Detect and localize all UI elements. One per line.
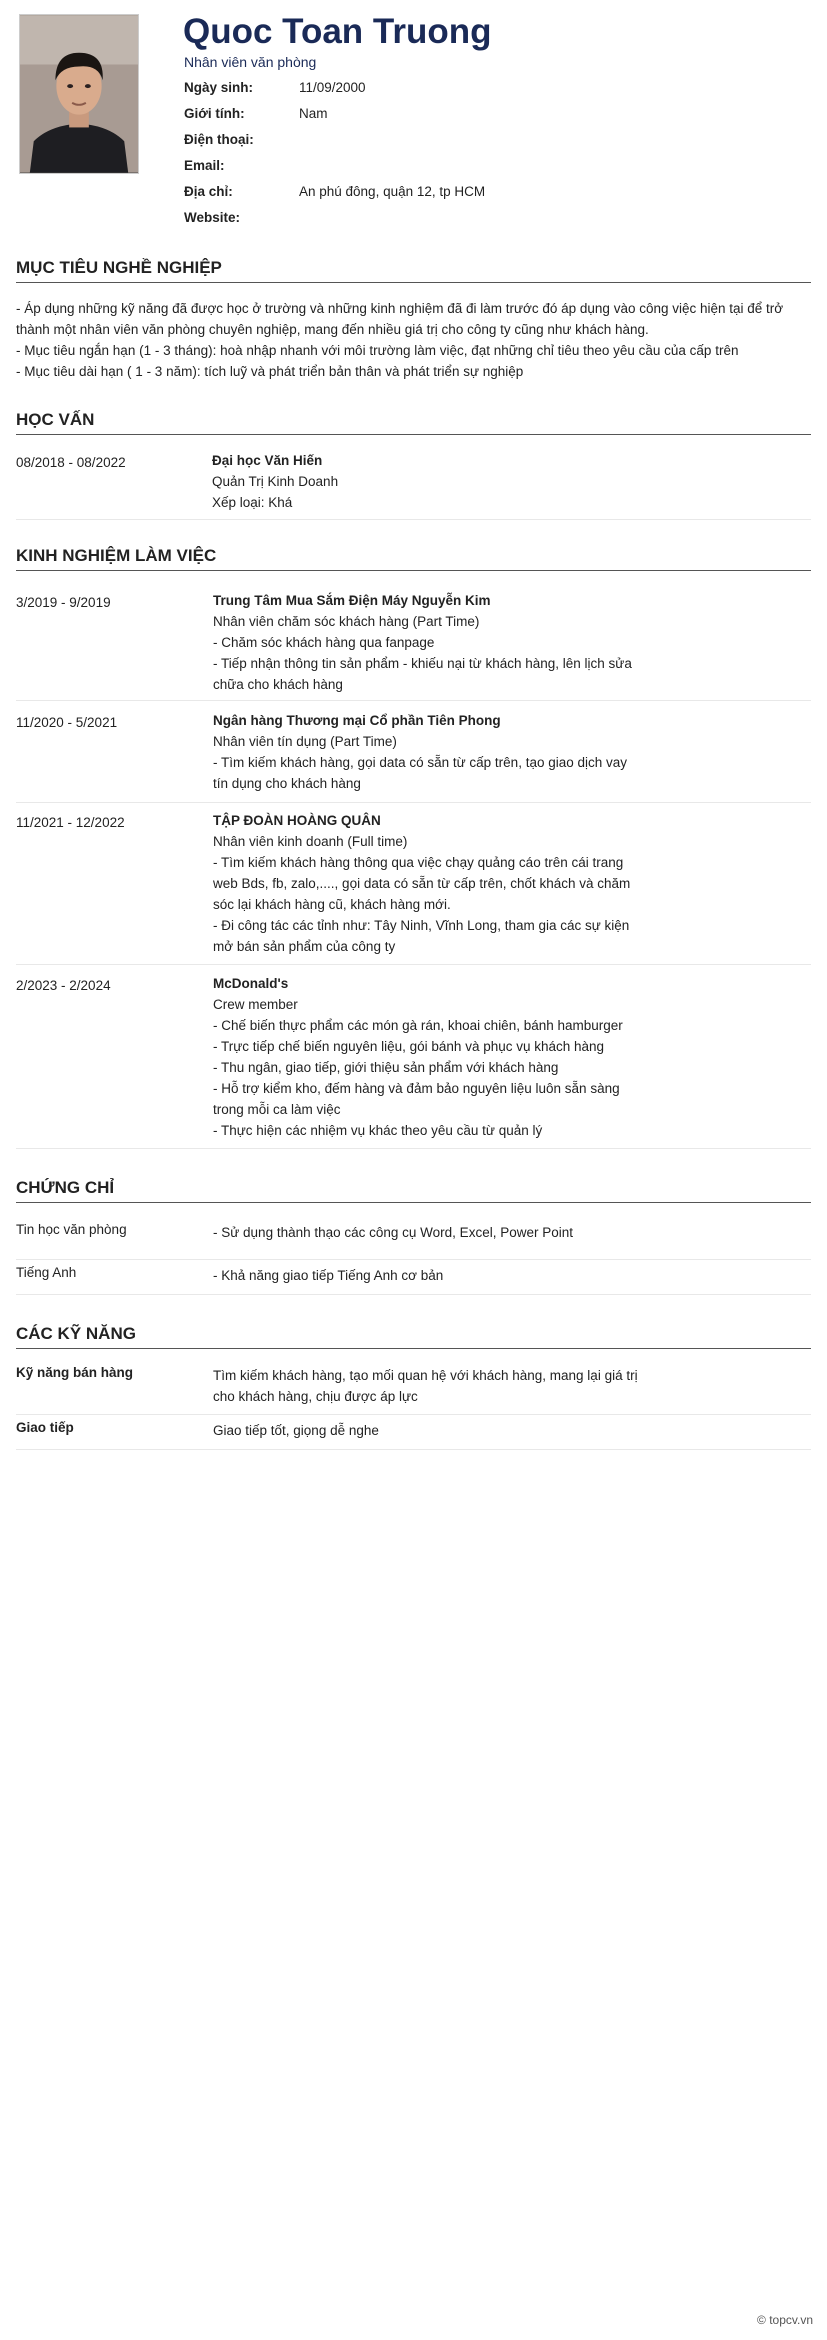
info-label: Email:	[184, 157, 225, 173]
objective-line: - Mục tiêu ngắn hạn (1 - 3 tháng): hoà nhập nhanh với môi trường làm việc, đạt những chỉ tiêu theo yêu cầu của cấp trên	[16, 343, 739, 358]
entry-date: 2/2023 - 2/2024	[16, 978, 111, 993]
experience-entry	[16, 710, 811, 803]
entry-line: - Chế biến thực phẩm các món gà rán, khoai chiên, bánh hamburger	[213, 1018, 623, 1033]
profile-photo	[19, 14, 139, 174]
entry-body	[213, 590, 653, 695]
entry-line: sóc lại khách hàng cũ, khách hàng mới.	[213, 897, 451, 912]
info-label: Địa chỉ:	[184, 183, 233, 199]
skill-line: cho khách hàng, chịu được áp lực	[213, 1389, 418, 1404]
entry-body	[213, 973, 653, 1141]
company-name: McDonald's	[213, 976, 289, 991]
skill-line: Giao tiếp tốt, giọng dễ nghe	[213, 1423, 379, 1438]
section-title-education: HỌC VẤN	[16, 410, 811, 435]
info-row-email	[184, 152, 485, 178]
education-entry	[16, 450, 811, 520]
info-row-address	[184, 178, 485, 204]
entry-line: Crew member	[213, 997, 298, 1012]
company-name: TẬP ĐOÀN HOÀNG QUÂN	[213, 813, 381, 828]
entry-body	[213, 810, 653, 957]
entry-line: tín dụng cho khách hàng	[213, 776, 361, 791]
info-row-phone	[184, 126, 485, 152]
personal-info	[184, 74, 485, 230]
entry-line: - Tìm kiếm khách hàng, gọi data có sẵn từ cấp trên, tạo giao dịch vay	[213, 755, 628, 770]
experience-entry	[16, 590, 811, 701]
skill-desc	[213, 1365, 653, 1407]
skill-name: Kỹ năng bán hàng	[16, 1365, 134, 1380]
entry-line: Xếp loại: Khá	[212, 495, 293, 510]
portrait-photo-icon	[20, 15, 138, 173]
skill-entry	[16, 1365, 811, 1415]
company-name: Ngân hàng Thương mại Cổ phần Tiên Phong	[213, 713, 501, 728]
entry-line: web Bds, fb, zalo,...., gọi data có sẵn từ cấp trên, chốt khách và chăm	[213, 876, 631, 891]
certificate-desc: - Khả năng giao tiếp Tiếng Anh cơ bản	[213, 1268, 444, 1283]
info-value: Nam	[299, 105, 328, 121]
info-value: An phú đông, quận 12, tp HCM	[299, 183, 486, 199]
entry-line: - Đi công tác các tỉnh như: Tây Ninh, Vĩnh Long, tham gia các sự kiện	[213, 918, 630, 933]
info-label: Giới tính:	[184, 105, 245, 121]
objective-text	[16, 298, 816, 382]
company-name: Trung Tâm Mua Sắm Điện Máy Nguyễn Kim	[213, 593, 491, 608]
certificate-name: Tin học văn phòng	[16, 1222, 127, 1237]
entry-body	[213, 710, 653, 794]
school-name: Đại học Văn Hiến	[212, 453, 323, 468]
info-row-gender	[184, 100, 485, 126]
candidate-name: Quoc Toan Truong	[183, 12, 492, 51]
entry-date: 11/2021 - 12/2022	[16, 815, 125, 830]
objective-line: thành một nhân viên văn phòng chuyên nghiệp, mang đến nhiều giá trị cho công ty cũng như khách hàng.	[16, 322, 649, 337]
section-title-skills: CÁC KỸ NĂNG	[16, 1324, 811, 1349]
section-title-certificates: CHỨNG CHỈ	[16, 1178, 811, 1203]
experience-entry	[16, 810, 811, 965]
skill-line: Tìm kiếm khách hàng, tạo mối quan hệ với khách hàng, mang lại giá trị	[213, 1368, 638, 1383]
skill-desc	[213, 1420, 653, 1441]
entry-date: 08/2018 - 08/2022	[16, 455, 126, 470]
cv-header	[19, 14, 809, 234]
objective-line: - Áp dụng những kỹ năng đã được học ở trường và những kinh nghiệm đã đi làm trước đó áp dụng vào công việc hiện tại để trở	[16, 301, 784, 316]
certificate-entry	[16, 1222, 811, 1260]
info-label: Website:	[184, 209, 241, 225]
entry-line: - Thực hiện các nhiệm vụ khác theo yêu cầu từ quản lý	[213, 1123, 543, 1138]
entry-line: Nhân viên kinh doanh (Full time)	[213, 834, 408, 849]
entry-line: - Trực tiếp chế biến nguyên liệu, gói bánh và phục vụ khách hàng	[213, 1039, 605, 1054]
info-row-birthdate	[184, 74, 485, 100]
entry-line: Quản Trị Kinh Doanh	[212, 474, 339, 489]
skill-name: Giao tiếp	[16, 1420, 74, 1435]
entry-date: 3/2019 - 9/2019	[16, 595, 111, 610]
certificate-desc: - Sử dụng thành thạo các công cụ Word, Excel, Power Point	[213, 1225, 573, 1240]
section-title-objective: MỤC TIÊU NGHỀ NGHIỆP	[16, 258, 811, 283]
info-row-website	[184, 204, 485, 230]
section-title-experience: KINH NGHIỆM LÀM VIỆC	[16, 546, 811, 571]
info-label: Điện thoại:	[184, 131, 254, 147]
entry-line: Nhân viên tín dụng (Part Time)	[213, 734, 397, 749]
entry-line: - Chăm sóc khách hàng qua fanpage	[213, 635, 435, 650]
entry-line: chữa cho khách hàng	[213, 677, 343, 692]
entry-line: - Thu ngân, giao tiếp, giới thiệu sản phẩm với khách hàng	[213, 1060, 559, 1075]
certificate-entry	[16, 1265, 811, 1295]
entry-line: trong mỗi ca làm việc	[213, 1102, 341, 1117]
certificate-name: Tiếng Anh	[16, 1265, 77, 1280]
entry-line: Nhân viên chăm sóc khách hàng (Part Time)	[213, 614, 480, 629]
info-value: 11/09/2000	[299, 79, 366, 95]
entry-line: - Tìm kiếm khách hàng thông qua việc chạy quảng cáo trên cái trang	[213, 855, 624, 870]
candidate-job-title: Nhân viên văn phòng	[184, 54, 317, 70]
entry-line: - Hỗ trợ kiểm kho, đếm hàng và đảm bảo nguyên liệu luôn sẵn sàng	[213, 1081, 620, 1096]
entry-line: - Tiếp nhận thông tin sản phẩm - khiếu nại từ khách hàng, lên lịch sửa	[213, 656, 632, 671]
objective-line: - Mục tiêu dài hạn ( 1 - 3 năm): tích luỹ và phát triển bản thân và phát triển sự nghiệp	[16, 364, 524, 379]
entry-date: 11/2020 - 5/2021	[16, 715, 118, 730]
footer-watermark: © topcv.vn	[757, 2313, 813, 2327]
entry-body	[212, 450, 652, 513]
entry-line: mở bán sản phẩm của công ty	[213, 939, 396, 954]
info-label: Ngày sinh:	[184, 79, 254, 95]
skill-entry	[16, 1420, 811, 1450]
experience-entry	[16, 973, 811, 1149]
